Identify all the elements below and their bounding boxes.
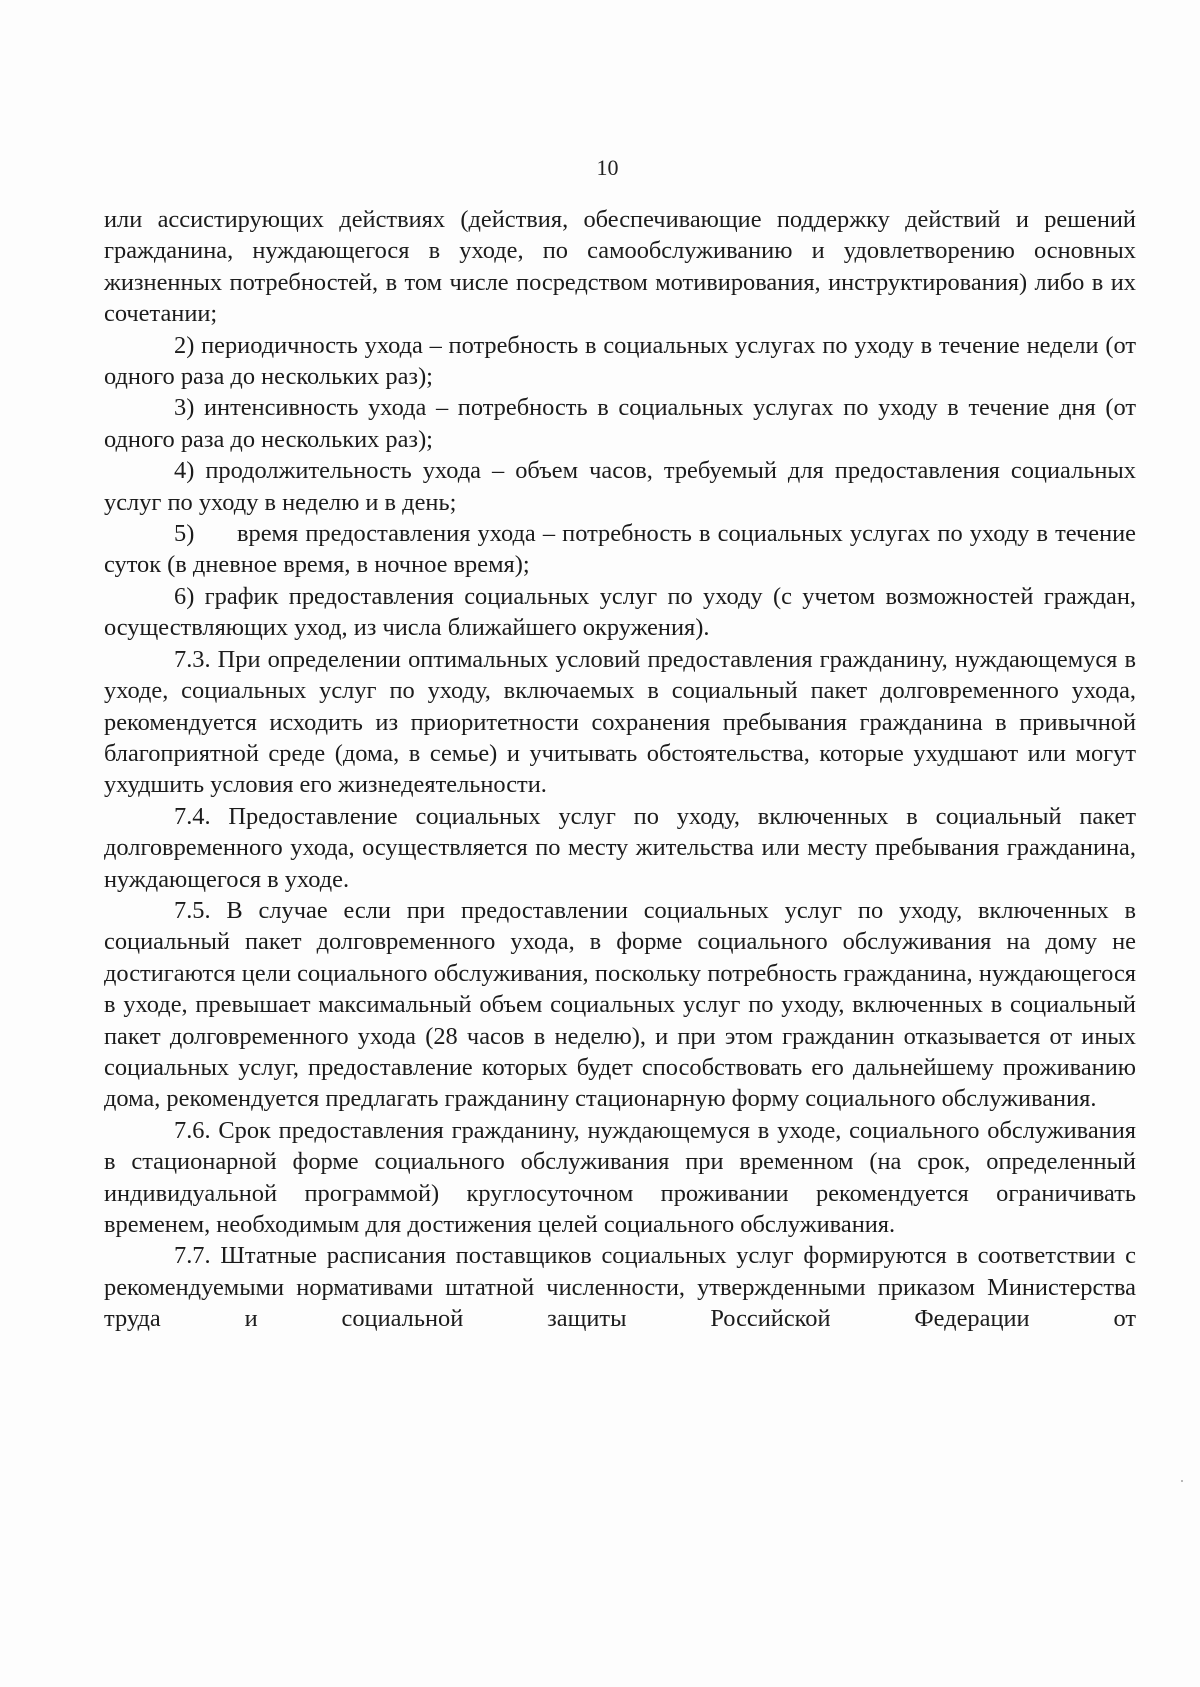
paragraph-7-7: 7.7. Штатные расписания поставщиков социальных услуг формируются в соответствии с рекомендуемыми нормативами штатной численности, утвержденными приказом Министерства труда и социальной защиты Российской Федерации от [104, 1242, 1136, 1333]
paragraph-7-3: 7.3. При определении оптимальных условий предоставления гражданину, нуждающемуся в уходе, социальных услуг по уходу, включаемых в социальный пакет долговременного ухода, рекомендуется исходить из приоритетности сохранения пребывания гражданина в привычной благоприятной среде (дома, в семье) и учитывать обстоятельства, которые ухудшают или могут ухудшить условия его жизнедеятельности. [104, 645, 1136, 799]
page-number: 10 [596, 155, 619, 180]
document-body [104, 204, 1143, 1335]
paragraph-7-5: 7.5. В случае если при предоставлении социальных услуг по уходу, включенных в социальный пакет долговременного ухода, в форме социального обслуживания на дому не достигаются цели социального обслуживания, поскольку потребность гражданина, нуждающегося в уходе, превышает максимальный объем социальных услуг по уходу, включенных в социальный пакет долговременного ухода (28 часов в неделю), и при этом гражданин отказывается от иных социальных услуг, предоставление которых будет способствовать его дальнейшему проживанию дома, рекомендуется предлагать гражданину стационарную форму социального обслуживания. [104, 896, 1136, 1113]
scan-speck [1181, 1480, 1183, 1482]
paragraph-item-6: 6) график предоставления социальных услуг по уходу (с учетом возможностей граждан, осуществляющих уход, из числа ближайшего окружения). [104, 582, 1136, 642]
paragraph-7-4: 7.4. Предоставление социальных услуг по уходу, включенных в социальный пакет долговременного ухода, осуществляется по месту жительства или месту пребывания гражданина, нуждающегося в уходе. [104, 802, 1136, 893]
paragraph-item-3: 3) интенсивность ухода – потребность в социальных услугах по уходу в течение дня (от одного раза до нескольких раз); [104, 394, 1136, 453]
paragraph-item-2: 2) периодичность ухода – потребность в социальных услугах по уходу в течение недели (от одного раза до нескольких раз); [104, 331, 1136, 391]
paragraph-item-4: 4) продолжительность ухода – объем часов, требуемый для предоставления социальных услуг по уходу в неделю и в день; [104, 457, 1136, 516]
paragraph-continuation: или ассистирующих действиях (действия, обеспечивающие поддержку действий и решений гражданина, нуждающегося в уходе, по самообслуживанию и удовлетворению основных жизненных потребностей, в том числе посредством мотивирования, инструктирования) либо в их сочетании; [104, 206, 1136, 328]
paragraph-item-5: 5) время предоставления ухода – потребность в социальных услугах по уходу в течение суток (в дневное время, в ночное время); [104, 520, 1143, 579]
paragraph-7-6: 7.6. Срок предоставления гражданину, нуждающемуся в уходе, социального обслуживания в стационарной форме социального обслуживания при временном (на срок, определенный индивидуальной программой) круглосуточном проживании рекомендуется ограничивать временем, необходимым для достижения целей социального обслуживания. [104, 1116, 1136, 1238]
